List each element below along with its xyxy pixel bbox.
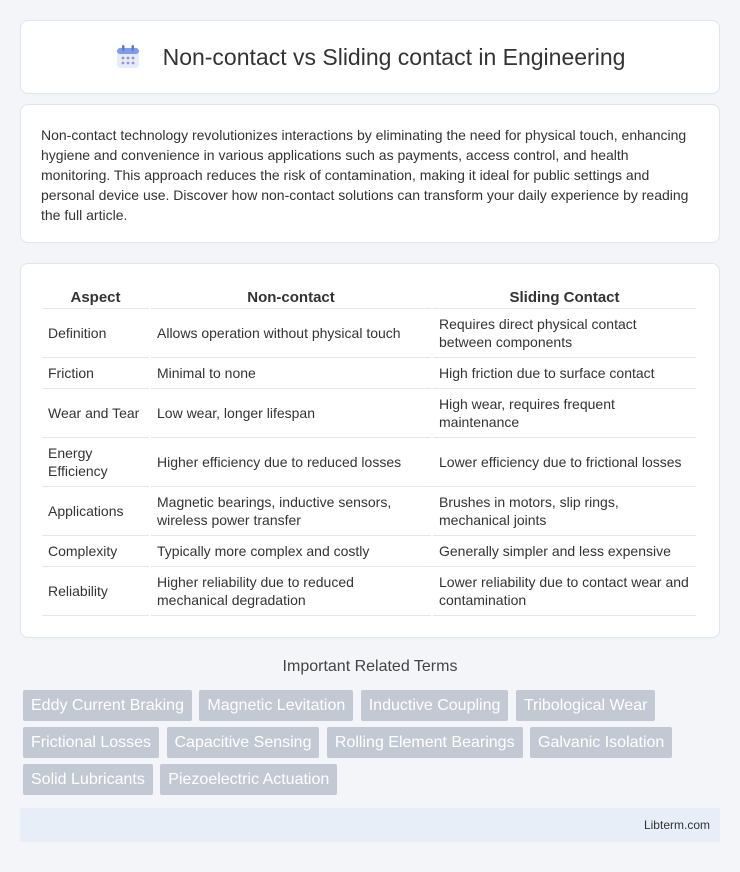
table-row xyxy=(42,309,696,358)
related-terms-list xyxy=(23,690,723,801)
row-sliding-contact: Lower reliability due to contact wear and contamination xyxy=(433,567,696,616)
row-non-contact: Typically more complex and costly xyxy=(151,536,431,567)
row-aspect: Complexity xyxy=(42,536,149,567)
related-term-tag[interactable]: Solid Lubricants xyxy=(23,764,153,795)
row-sliding-contact: Brushes in motors, slip rings, mechanical joints xyxy=(433,487,696,536)
comparison-card xyxy=(20,263,720,638)
row-aspect: Applications xyxy=(42,487,149,536)
related-term-tag[interactable]: Galvanic Isolation xyxy=(530,727,672,758)
row-non-contact: Low wear, longer lifespan xyxy=(151,389,431,438)
footer xyxy=(20,808,720,842)
intro-text: Non-contact technology revolutionizes interactions by eliminating the need for physical touch, enhancing hygiene and convenience in various applications such as payments, access control, and health monitoring. This approach reduces the risk of contamination, making it ideal for public settings and personal device use. Discover how non-contact solutions can transform your daily experience by reading the full article. xyxy=(41,127,689,223)
row-aspect: Reliability xyxy=(42,567,149,616)
related-term-tag[interactable]: Inductive Coupling xyxy=(361,690,509,721)
table-row xyxy=(42,358,696,389)
related-term-tag[interactable]: Magnetic Levitation xyxy=(199,690,353,721)
row-aspect: Friction xyxy=(42,358,149,389)
related-terms-title: Important Related Terms xyxy=(282,658,458,675)
intro-card xyxy=(20,104,720,243)
row-sliding-contact: High wear, requires frequent maintenance xyxy=(433,389,696,438)
table-row xyxy=(42,536,696,567)
header-non-contact: Non-contact xyxy=(151,284,431,309)
comparison-table xyxy=(40,284,698,616)
row-non-contact: Higher efficiency due to reduced losses xyxy=(151,438,431,487)
related-term-tag[interactable]: Frictional Losses xyxy=(23,727,159,758)
table-row xyxy=(42,567,696,616)
row-sliding-contact: Lower efficiency due to frictional losses xyxy=(433,438,696,487)
header-aspect: Aspect xyxy=(42,284,149,309)
header-sliding-contact: Sliding Contact xyxy=(433,284,696,309)
row-aspect: Wear and Tear xyxy=(42,389,149,438)
row-non-contact: Allows operation without physical touch xyxy=(151,309,431,358)
row-non-contact: Higher reliability due to reduced mechanical degradation xyxy=(151,567,431,616)
table-row xyxy=(42,438,696,487)
related-term-tag[interactable]: Rolling Element Bearings xyxy=(327,727,523,758)
related-term-tag[interactable]: Capacitive Sensing xyxy=(167,727,320,758)
header-card xyxy=(20,20,720,94)
related-term-tag[interactable]: Tribological Wear xyxy=(516,690,656,721)
row-sliding-contact: High friction due to surface contact xyxy=(433,358,696,389)
calendar-icon xyxy=(115,44,141,70)
row-non-contact: Magnetic bearings, inductive sensors, wireless power transfer xyxy=(151,487,431,536)
footer-site-link[interactable]: Libterm.com xyxy=(643,818,710,832)
table-row xyxy=(42,389,696,438)
row-aspect: Energy Efficiency xyxy=(42,438,149,487)
row-aspect: Definition xyxy=(42,309,149,358)
page-title: Non-contact vs Sliding contact in Engineering xyxy=(162,43,626,70)
related-term-tag[interactable]: Piezoelectric Actuation xyxy=(160,764,337,795)
row-sliding-contact: Generally simpler and less expensive xyxy=(433,536,696,567)
table-row xyxy=(42,487,696,536)
related-term-tag[interactable]: Eddy Current Braking xyxy=(23,690,192,721)
table-header-row xyxy=(42,284,696,309)
row-sliding-contact: Requires direct physical contact between components xyxy=(433,309,696,358)
row-non-contact: Minimal to none xyxy=(151,358,431,389)
